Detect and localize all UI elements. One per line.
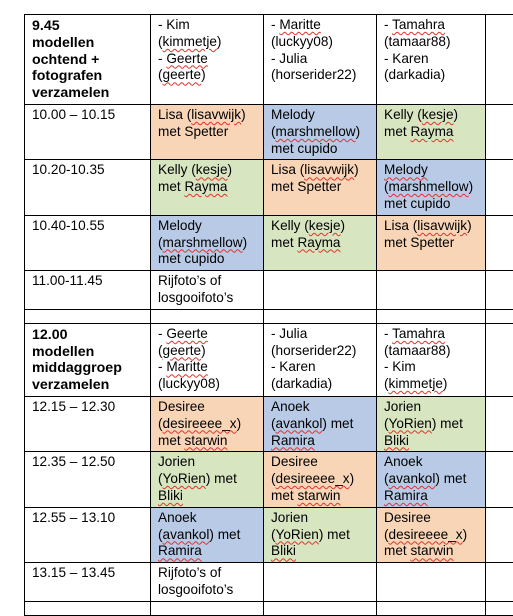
rider-cell xyxy=(377,160,486,215)
text-line xyxy=(158,326,259,343)
text-segment: ) met xyxy=(209,527,240,542)
text-segment: Jorien xyxy=(158,454,195,469)
rider-cell xyxy=(377,104,486,159)
spacer-row xyxy=(25,601,513,615)
text-line xyxy=(158,179,259,196)
text-segment: ) xyxy=(454,107,459,122)
time-cell: 13.15 – 13.45 xyxy=(25,563,151,602)
heading-line: 12.00 xyxy=(32,327,146,344)
spellcheck-word: avankol xyxy=(276,416,323,431)
spellcheck-word: Rayma xyxy=(410,124,453,139)
spellcheck-word: desireeee_x xyxy=(276,471,350,486)
text-line xyxy=(158,510,259,527)
spacer-cell xyxy=(151,601,264,615)
text-segment: ) met xyxy=(322,416,353,431)
spellcheck-word: desireeee_x xyxy=(389,527,463,542)
time-cell: 12.35 – 12.50 xyxy=(25,452,151,507)
spellcheck-word: kimmetje xyxy=(389,376,443,391)
spacer-cell xyxy=(25,309,151,323)
text-line xyxy=(384,107,481,124)
extra-cell xyxy=(486,563,513,602)
text-segment: - Karen xyxy=(271,359,316,374)
time-cell: 12.55 – 13.10 xyxy=(25,507,151,562)
spacer-row xyxy=(25,309,513,323)
extra-cell xyxy=(486,323,513,396)
text-segment: met cupido xyxy=(158,251,225,266)
heading-line: 9.45 xyxy=(32,18,146,35)
text-segment: ) xyxy=(463,527,468,542)
text-line xyxy=(158,399,259,416)
time-slot-row xyxy=(25,396,513,451)
text-segment: Lisa ( xyxy=(158,107,191,122)
text-line xyxy=(158,107,259,124)
text-segment: met Spetter xyxy=(384,235,454,250)
text-line xyxy=(158,582,259,599)
text-segment: (luckyy08) xyxy=(271,34,333,49)
heading-line: verzamelen xyxy=(32,377,146,394)
text-segment: ) met xyxy=(432,416,463,431)
text-line xyxy=(158,376,259,393)
text-segment: Anoek xyxy=(384,454,423,469)
spacer-cell xyxy=(151,309,264,323)
text-line xyxy=(158,433,259,450)
rider-cell xyxy=(151,104,264,159)
text-line xyxy=(384,162,481,179)
text-segment: (horserider22) xyxy=(271,343,356,358)
text-line xyxy=(271,51,372,68)
rider-cell xyxy=(151,396,264,451)
group-cell xyxy=(151,323,264,396)
rider-cell xyxy=(377,452,486,507)
spellcheck-word: Maritte xyxy=(166,359,208,374)
text-line xyxy=(384,454,481,471)
text-line xyxy=(384,34,481,51)
spellcheck-word: Ramira xyxy=(384,488,428,503)
text-segment: - xyxy=(384,17,392,32)
text-line xyxy=(158,543,259,560)
text-segment: Melody xyxy=(158,218,202,233)
rider-cell xyxy=(264,452,377,507)
spellcheck-word: Tamahra xyxy=(392,326,445,341)
text-line xyxy=(158,565,259,582)
spellcheck-word: Melody xyxy=(384,162,428,177)
text-line xyxy=(158,471,259,488)
time-slot-row xyxy=(25,507,513,562)
text-segment: Lisa ( xyxy=(271,162,304,177)
spellcheck-word: desireeee_x xyxy=(163,416,237,431)
text-segment: Desiree xyxy=(158,399,205,414)
afternoon-gathering-heading xyxy=(25,323,151,396)
text-segment: (darkadia) xyxy=(384,67,445,82)
text-segment: - xyxy=(384,326,392,341)
schedule-document xyxy=(24,14,513,616)
spellcheck-word: Bliki xyxy=(271,543,296,558)
group-cell xyxy=(264,323,377,396)
text-segment: (tamaar88) xyxy=(384,34,450,49)
text-line xyxy=(384,17,481,34)
text-segment: ( xyxy=(158,527,163,542)
spellcheck-word: kesje xyxy=(196,162,228,177)
text-segment: met xyxy=(384,124,410,139)
text-segment: ( xyxy=(158,416,163,431)
text-segment: Desiree xyxy=(384,510,431,525)
group-cell xyxy=(377,15,486,105)
text-segment: Kelly ( xyxy=(384,107,422,122)
text-segment: ) xyxy=(350,471,355,486)
text-segment: met xyxy=(271,235,297,250)
text-line xyxy=(271,34,372,51)
time-slot-row xyxy=(25,452,513,507)
time-cell: 10.00 – 10.15 xyxy=(25,104,151,159)
text-line xyxy=(384,399,481,416)
text-segment: ) xyxy=(243,235,248,250)
text-segment: met xyxy=(271,488,297,503)
text-line xyxy=(384,510,481,527)
rider-cell xyxy=(151,271,264,310)
text-line xyxy=(158,454,259,471)
time-cell: 10.20-10.35 xyxy=(25,160,151,215)
text-segment: ) xyxy=(217,34,222,49)
text-line xyxy=(158,17,259,34)
spellcheck-word: Rayma xyxy=(184,179,227,194)
text-segment: Anoek xyxy=(271,399,310,414)
heading-line: verzamelen xyxy=(32,85,146,102)
text-line xyxy=(271,543,372,560)
text-segment: ( xyxy=(158,471,163,486)
text-line xyxy=(158,290,259,307)
text-segment: ( xyxy=(384,416,389,431)
text-segment: ) met xyxy=(435,471,466,486)
text-line xyxy=(158,235,259,252)
text-line xyxy=(271,179,372,196)
text-line xyxy=(384,326,481,343)
spellcheck-word: Geerte xyxy=(166,51,208,66)
text-segment: losgooifoto’s xyxy=(158,582,233,597)
schedule-table-body xyxy=(25,15,513,616)
rider-cell xyxy=(377,507,486,562)
text-line xyxy=(158,527,259,544)
extra-cell xyxy=(486,15,513,105)
text-segment: ) xyxy=(201,67,206,82)
text-line xyxy=(158,343,259,360)
morning-gathering-heading xyxy=(25,15,151,105)
spellcheck-word: Bliki xyxy=(158,488,183,503)
text-line xyxy=(384,67,481,84)
rider-cell xyxy=(264,104,377,159)
text-line xyxy=(384,416,481,433)
rider-cell xyxy=(264,271,377,310)
group-cell xyxy=(377,323,486,396)
text-segment: met Spetter xyxy=(271,179,341,194)
spacer-cell xyxy=(486,601,513,615)
rider-cell xyxy=(377,271,486,310)
spellcheck-word: lisavwijk xyxy=(417,218,467,233)
text-line xyxy=(271,399,372,416)
text-segment: Jorien xyxy=(271,510,308,525)
spellcheck-word: lisavwijk xyxy=(304,162,354,177)
text-segment: ( xyxy=(158,34,163,49)
text-segment: ) xyxy=(241,107,246,122)
text-line xyxy=(271,235,372,252)
spellcheck-word: Rayma xyxy=(297,235,340,250)
rider-cell xyxy=(377,563,486,602)
text-segment: ) xyxy=(356,124,361,139)
text-segment: ( xyxy=(158,67,163,82)
text-segment: met cupido xyxy=(384,196,451,211)
rider-cell xyxy=(151,215,264,270)
text-line xyxy=(158,488,259,505)
text-segment: Anoek xyxy=(158,510,197,525)
extra-cell xyxy=(486,160,513,215)
time-cell: 12.15 – 12.30 xyxy=(25,396,151,451)
spellcheck-word: lisavwijk xyxy=(191,107,241,122)
text-segment: - Kim xyxy=(158,17,190,32)
text-line xyxy=(384,218,481,235)
text-line xyxy=(271,510,372,527)
text-line xyxy=(271,527,372,544)
rider-cell xyxy=(377,215,486,270)
spacer-cell xyxy=(377,601,486,615)
spacer-cell xyxy=(25,601,151,615)
text-segment: Melody xyxy=(271,107,315,122)
text-segment: (horserider22) xyxy=(271,67,356,82)
time-cell: 11.00-11.45 xyxy=(25,271,151,310)
text-line xyxy=(158,34,259,51)
time-slot-row xyxy=(25,215,513,270)
text-line xyxy=(384,543,481,560)
rider-cell xyxy=(151,452,264,507)
text-segment: met Spetter xyxy=(158,124,228,139)
text-segment: - Julia xyxy=(271,326,307,341)
group-cell xyxy=(264,15,377,105)
text-line xyxy=(271,416,372,433)
text-segment: - Kim xyxy=(384,359,416,374)
text-segment: - xyxy=(158,51,166,66)
spellcheck-word: Geerte xyxy=(166,326,208,341)
spellcheck-word: kesje xyxy=(309,218,341,233)
text-line xyxy=(271,162,372,179)
text-segment: ) xyxy=(467,218,472,233)
text-line xyxy=(384,376,481,393)
text-segment: ( xyxy=(384,527,389,542)
text-segment: ( xyxy=(271,527,276,542)
text-line xyxy=(158,359,259,376)
text-line xyxy=(158,251,259,268)
spacer-cell xyxy=(486,309,513,323)
text-line xyxy=(271,17,372,34)
text-segment: ) xyxy=(201,343,206,358)
text-segment: Rijfoto’s of xyxy=(158,565,221,580)
text-line xyxy=(271,67,372,84)
text-line xyxy=(158,218,259,235)
rider-cell xyxy=(264,563,377,602)
spellcheck-word: YoRien xyxy=(163,471,206,486)
text-line xyxy=(384,196,481,213)
text-segment: (tamaar88) xyxy=(384,343,450,358)
text-segment: ( xyxy=(384,179,389,194)
text-line xyxy=(384,179,481,196)
text-segment: met xyxy=(158,179,184,194)
text-line xyxy=(271,359,372,376)
rider-cell xyxy=(151,160,264,215)
text-line xyxy=(158,273,259,290)
text-segment: ) xyxy=(237,416,242,431)
text-line xyxy=(384,235,481,252)
spellcheck-word: avankol xyxy=(163,527,210,542)
text-segment: ( xyxy=(271,416,276,431)
heading-line: ochtend + xyxy=(32,52,146,69)
heading-line: fotografen xyxy=(32,68,146,85)
text-segment: ( xyxy=(158,343,163,358)
text-segment: met cupido xyxy=(271,141,338,156)
text-line xyxy=(271,433,372,450)
text-segment: - xyxy=(271,17,279,32)
schedule-table xyxy=(24,14,513,616)
text-segment: Jorien xyxy=(384,399,421,414)
rider-cell xyxy=(151,563,264,602)
text-segment: Rijfoto’s of xyxy=(158,273,221,288)
text-segment: ( xyxy=(158,235,163,250)
text-segment: - xyxy=(158,326,166,341)
text-segment: ) met xyxy=(319,527,350,542)
spellcheck-word: avankol xyxy=(389,471,436,486)
text-segment: Lisa ( xyxy=(384,218,417,233)
spellcheck-word: marshmellow xyxy=(276,124,356,139)
text-segment: - Julia xyxy=(271,51,307,66)
text-line xyxy=(271,218,372,235)
group-cell xyxy=(151,15,264,105)
text-line xyxy=(384,124,481,141)
text-line xyxy=(158,51,259,68)
extra-cell xyxy=(486,104,513,159)
rider-cell xyxy=(264,507,377,562)
text-segment: ) xyxy=(228,162,233,177)
text-segment: - Karen xyxy=(384,51,429,66)
spellcheck-word: Ramira xyxy=(271,433,315,448)
text-line xyxy=(271,343,372,360)
spellcheck-word: geerte xyxy=(163,67,202,82)
text-segment: ( xyxy=(384,376,389,391)
text-segment: Kelly ( xyxy=(158,162,196,177)
text-line xyxy=(384,527,481,544)
spacer-cell xyxy=(264,601,377,615)
text-line xyxy=(271,471,372,488)
text-line xyxy=(271,124,372,141)
spellcheck-word: starwin xyxy=(184,433,227,448)
text-line xyxy=(271,454,372,471)
time-slot-row xyxy=(25,104,513,159)
spellcheck-word: marshmellow xyxy=(389,179,469,194)
rider-cell xyxy=(264,396,377,451)
heading-line: modellen xyxy=(32,35,146,52)
spellcheck-word: Tamahra xyxy=(392,17,445,32)
spellcheck-word: kimmetje xyxy=(163,34,217,49)
spellcheck-word: starwin xyxy=(410,543,453,558)
spellcheck-word: Bliki xyxy=(384,433,409,448)
text-line xyxy=(384,488,481,505)
text-line xyxy=(384,471,481,488)
text-line xyxy=(158,67,259,84)
spellcheck-word: starwin xyxy=(297,488,340,503)
extra-cell xyxy=(486,396,513,451)
spellcheck-word: Ramira xyxy=(158,543,202,558)
text-segment: Kelly ( xyxy=(271,218,309,233)
spacer-cell xyxy=(377,309,486,323)
spellcheck-word: kesje xyxy=(422,107,454,122)
text-segment: ( xyxy=(271,471,276,486)
text-segment: ) xyxy=(443,376,448,391)
time-slot-row xyxy=(25,160,513,215)
spellcheck-word: geerte xyxy=(163,343,202,358)
time-slot-row xyxy=(25,563,513,602)
extra-cell xyxy=(486,215,513,270)
text-line xyxy=(384,433,481,450)
text-line xyxy=(158,416,259,433)
text-segment: ( xyxy=(384,471,389,486)
spellcheck-word: YoRien xyxy=(389,416,432,431)
text-segment: ) met xyxy=(206,471,237,486)
text-segment: (luckyy08) xyxy=(158,376,220,391)
text-segment: ) xyxy=(354,162,359,177)
spellcheck-word: Maritte xyxy=(279,17,321,32)
rider-cell xyxy=(264,160,377,215)
text-segment: (darkadia) xyxy=(271,376,332,391)
text-segment: met xyxy=(384,543,410,558)
text-line xyxy=(384,359,481,376)
text-line xyxy=(158,124,259,141)
text-segment: - xyxy=(158,359,166,374)
afternoon-header-row xyxy=(25,323,513,396)
text-segment: met xyxy=(158,433,184,448)
time-cell: 10.40-10.55 xyxy=(25,215,151,270)
rider-cell xyxy=(151,507,264,562)
extra-cell xyxy=(486,452,513,507)
text-line xyxy=(384,51,481,68)
heading-line: modellen xyxy=(32,344,146,361)
extra-cell xyxy=(486,507,513,562)
text-line xyxy=(271,107,372,124)
text-segment: Desiree xyxy=(271,454,318,469)
extra-cell xyxy=(486,271,513,310)
morning-header-row xyxy=(25,15,513,105)
spacer-cell xyxy=(264,309,377,323)
text-segment: ) xyxy=(469,179,474,194)
text-segment: ( xyxy=(271,124,276,139)
rider-cell xyxy=(377,396,486,451)
text-segment: ) xyxy=(341,218,346,233)
text-line xyxy=(158,162,259,179)
text-line xyxy=(271,488,372,505)
text-line xyxy=(271,326,372,343)
time-slot-row xyxy=(25,271,513,310)
heading-line: middaggroep xyxy=(32,360,146,377)
spellcheck-word: YoRien xyxy=(276,527,319,542)
text-line xyxy=(271,141,372,158)
rider-cell xyxy=(264,215,377,270)
text-segment: losgooifoto’s xyxy=(158,290,233,305)
spellcheck-word: marshmellow xyxy=(163,235,243,250)
text-line xyxy=(384,343,481,360)
text-line xyxy=(271,376,372,393)
